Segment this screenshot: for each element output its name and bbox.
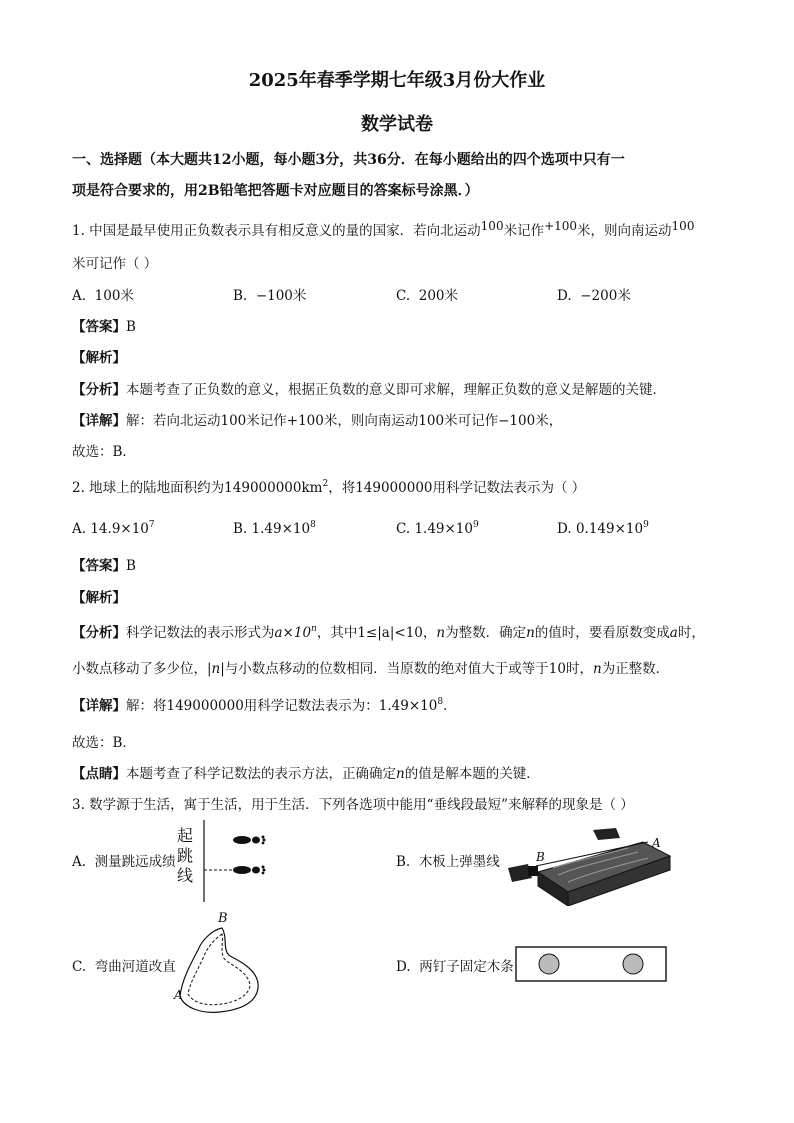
q1-xiangjie: 【详解】解：若向北运动100米记作+100米，则向南运动100米可记作−100米， [72,413,563,429]
figure-c-label-b: B [218,911,228,926]
figure-c-river [172,910,264,1022]
q1-option-b: B. −100米 [233,288,307,304]
page-title: 2025年春季学期七年级3月份大作业 [248,70,546,91]
figure-a-label-qi: 起 [176,826,193,845]
q3-option-b: B. 木板上弹墨线 [396,854,500,870]
q2-option-a: A. $14.9\times 10^7$ [72,520,155,537]
q1-option-a: A. 100米 [72,288,134,304]
q1-fenxi: 【分析】本题考查了正负数的意义，根据正负数的意义即可求解，理解正负数的意义是解题的关键． [72,382,666,398]
figure-b-board-line [498,820,676,906]
nail-icon [623,954,643,974]
q2-stem: 2. 地球上的陆地面积约为$149000000km^2$，将149000000用科学记数法表示为（ ） [72,479,586,496]
footprint-icon [233,836,266,875]
q1-analysis-tag: 【解析】 [72,350,126,366]
figure-b-label-a: A [652,836,661,850]
q3-option-a: A. 测量跳远成绩 [72,854,176,870]
q2-analysis-tag: 【解析】 [72,590,126,606]
q3-option-c: C. 弯曲河道改直 [72,959,176,975]
q2-dianjing: 【点睛】本题考查了科学记数法的表示方法，正确确定n的值是解本题的关键． [72,766,540,782]
q2-guxuan: 故选：B． [72,735,136,751]
q1-option-d: D. −200米 [557,288,631,304]
section-header-line1: 一、选择题（本大题共12小题，每小题3分，共36分．在每小题给出的四个选项中只有一 [72,152,625,168]
q2-xiangjie: 【详解】解：将149000000用科学记数法表示为：$1.49\times 10^8$． [72,697,457,714]
figure-a-label-tiao: 跳 [176,846,193,865]
q1-guxuan: 故选：B． [72,444,136,460]
q2-option-b: B. $1.49\times 10^8$ [233,520,316,537]
q2-fenxi-line2: 小数点移动了多少位，|n|与小数点移动的位数相同．当原数的绝对值大于或等于10时，n为正整数． [72,661,670,677]
section-header-line2: 项是符合要求的，用2B铅笔把答题卡对应题目的答案标号涂黑．） [72,183,479,199]
q2-fenxi-line1: 【分析】科学记数法的表示形式为$a\times 10^n$，其中1≤|a|<10，n为整数．确定n的值时，要看原数变成a时， [72,624,705,641]
figure-c-label-a: A [174,988,183,1002]
figure-b-label-b: B [536,850,545,864]
page-subtitle: 数学试卷 [361,114,433,135]
q2-answer: 【答案】B [72,558,136,574]
q1-stem-line2: 米可记作（ ） [72,256,158,272]
q2-option-c: C. $1.49\times 10^9$ [396,520,479,537]
figure-a-label-xian: 线 [176,866,193,885]
figure-a-long-jump [170,818,280,906]
q2-option-d: D. $0.149\times 10^9$ [557,520,649,537]
figure-d-wood-strip [515,946,667,982]
q3-option-d: D. 两钉子固定木条 [396,959,514,975]
q1-option-c: C. 200米 [396,288,459,304]
q1-stem-line1: 1. 中国是最早使用正负数表示具有相反意义的量的国家．若向北运动100米记作+100米，则向南运动100 [72,219,695,239]
q3-stem: 3. 数学源于生活，寓于生活，用于生活．下列各选项中能用“垂线段最短”来解释的现象是（ ） [72,797,634,813]
q1-answer: 【答案】B [72,319,136,335]
nail-icon [539,954,559,974]
